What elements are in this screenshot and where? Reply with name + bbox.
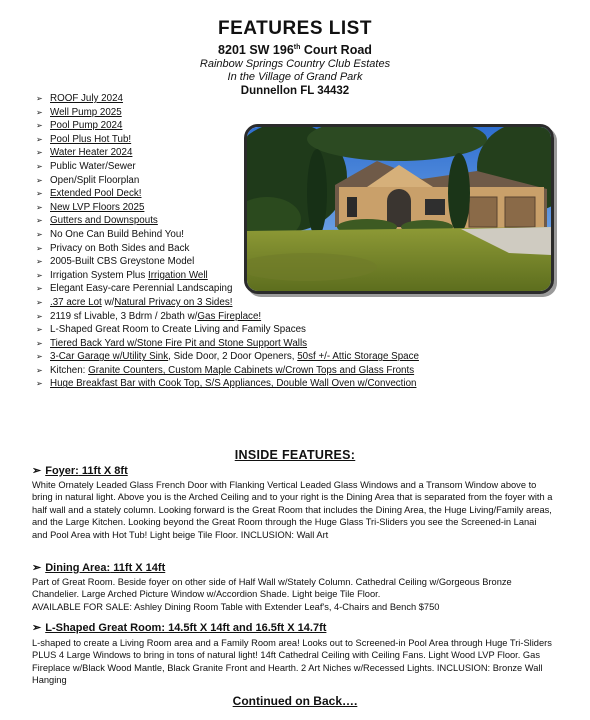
feature-item (36, 377, 436, 391)
great-room-heading (32, 621, 326, 634)
property-address (0, 40, 590, 58)
inside-features-heading: INSIDE FEATURES: (234, 448, 356, 462)
document-header (0, 18, 590, 98)
arrow-bullet-icon: ➢ (32, 562, 42, 574)
feature-text: L-Shaped Great Room to Create Living and Family Spaces (50, 324, 306, 336)
house-photo-image (247, 127, 551, 291)
feature-underlined-text: Gas Fireplace! (197, 310, 262, 322)
great-room-label: L-Shaped Great Room: (45, 622, 166, 634)
great-room-description: L-shaped to create a Living Room area and a Family Room area! Looks out to Screened-in Pool Area through Huge Tri-Sliders PLUS 4 Large Windows to bring in tons of natural light! 14ft Cathedral Ceiling with Ceiling Fans. Light Wood LVP Floor. Gas Fireplace w/Black Wood Mantle, Black Granite Front and Hearth. 2 Art Niches w/Recessed Lights. INCLUSION: Bronze Wall Hanging (32, 638, 552, 686)
foyer-label: Foyer: (45, 465, 79, 477)
dining-text: Part of Great Room. Beside foyer on other side of Half Wall w/Stately Column. Cathedral Ceiling w/Gorgeous Bronze Chandelier. Large Arched Picture Window w/Accordion Shade. Light beige Tile Floor. (32, 577, 512, 600)
feature-item (36, 323, 436, 337)
village-name: In the Village of Grand Park (227, 71, 363, 84)
feature-underlined-text: Irrigation Well (148, 269, 208, 281)
feature-text: , Side Door, 2 Door Openers, (168, 351, 298, 363)
feature-item (36, 337, 436, 351)
address-street: Court Road (300, 43, 372, 58)
feature-underlined-text: Tiered Back Yard w/Stone Fire Pit and Stone Support Walls (50, 337, 308, 349)
dining-sale-note: AVAILABLE FOR SALE: Ashley Dining Room Table with Extender Leaf's, 4-Chairs and Bench $750 (32, 601, 440, 612)
feature-underlined-text: Pool Plus Hot Tub! (50, 133, 132, 145)
dining-heading (32, 561, 165, 574)
city-line: Dunnellon FL 34432 (240, 85, 350, 98)
feature-underlined-text: Well Pump 2025 (50, 106, 122, 118)
feature-item (36, 92, 436, 106)
dining-dimensions: 11ft X 14ft (110, 562, 166, 574)
feature-text: Public Water/Sewer (50, 160, 136, 172)
feature-text: w/ (101, 296, 115, 308)
feature-item (36, 310, 436, 324)
feature-text: Open/Split Floorplan (50, 174, 140, 186)
feature-underlined-text: Water Heater 2024 (50, 147, 133, 159)
feature-underlined-text: ROOF July 2024 (50, 93, 123, 104)
feature-underlined-text: Huge Breakfast Bar with Cook Top, S/S Appliances, Double Wall Oven w/Convection (50, 378, 417, 390)
feature-text: Irrigation System Plus (50, 269, 149, 281)
feature-underlined-text: 50sf +/- Attic Storage Space (297, 351, 419, 363)
feature-text: 2005-Built CBS Greystone Model (50, 256, 195, 268)
dining-label: Dining Area: (45, 562, 111, 574)
feature-underlined-text: 3-Car Garage w/Utility Sink (50, 351, 169, 363)
feature-text: 2119 sf Livable, 3 Bdrm / 2bath w/ (50, 310, 198, 322)
arrow-bullet-icon: ➢ (32, 622, 42, 634)
feature-text: Privacy on Both Sides and Back (50, 242, 190, 254)
foyer-dimensions: 11ft X 8ft (78, 465, 128, 477)
address-number: 8201 SW 196 (218, 43, 294, 58)
foyer-description: White Ornately Leaded Glass French Door with Flanking Vertical Leaded Glass Windows and a Transom Window above to bring in natural light. Above you is the Arched Ceiling and to your right is the Dining Area that is separated from the foyer with a half wall and a stately column. Looking forward is the Great Room that includes the Dining Area, the Huge Living/Family areas, and the Large Kitchen. Looking beyond the Great Room through the Huge Glass Tri-Sliders you see the Screened-in Lanai and Pool Area with Hot Tub! Light beige Tile Floor. INCLUSION: Wall Art (32, 480, 553, 540)
feature-item (36, 350, 436, 364)
feature-text: Elegant Easy-care Perennial Landscaping (50, 283, 233, 295)
continued-on-back: Continued on Back…. (232, 694, 358, 708)
feature-underlined-text: Granite Counters, Custom Maple Cabinets w/Crown Tops and Glass Fronts (88, 364, 415, 376)
address-ordinal: th (293, 44, 301, 51)
feature-underlined-text: Gutters and Downspouts (50, 215, 158, 227)
feature-item (36, 296, 436, 310)
subdivision-name: Rainbow Springs Country Club Estates (199, 58, 391, 71)
arrow-bullet-icon: ➢ (32, 465, 42, 477)
feature-underlined-text: New LVP Floors 2025 (50, 201, 145, 213)
feature-text: Kitchen: (50, 364, 89, 376)
feature-underlined-text: Extended Pool Deck! (50, 188, 142, 200)
feature-underlined-text: Pool Pump 2024 (50, 120, 123, 132)
feature-underlined-text: .37 acre Lot (50, 296, 102, 308)
great-room-dimensions: 14.5ft X 14ft and 16.5ft X 14.7ft (165, 622, 327, 634)
page-title: FEATURES LIST (218, 18, 372, 39)
foyer-heading (32, 464, 128, 477)
feature-item (36, 364, 436, 378)
dining-description (32, 576, 554, 613)
feature-item (36, 106, 436, 120)
house-photo (244, 124, 554, 294)
feature-underlined-text: Natural Privacy on 3 Sides! (114, 296, 233, 308)
feature-text: No One Can Build Behind You! (50, 228, 184, 240)
